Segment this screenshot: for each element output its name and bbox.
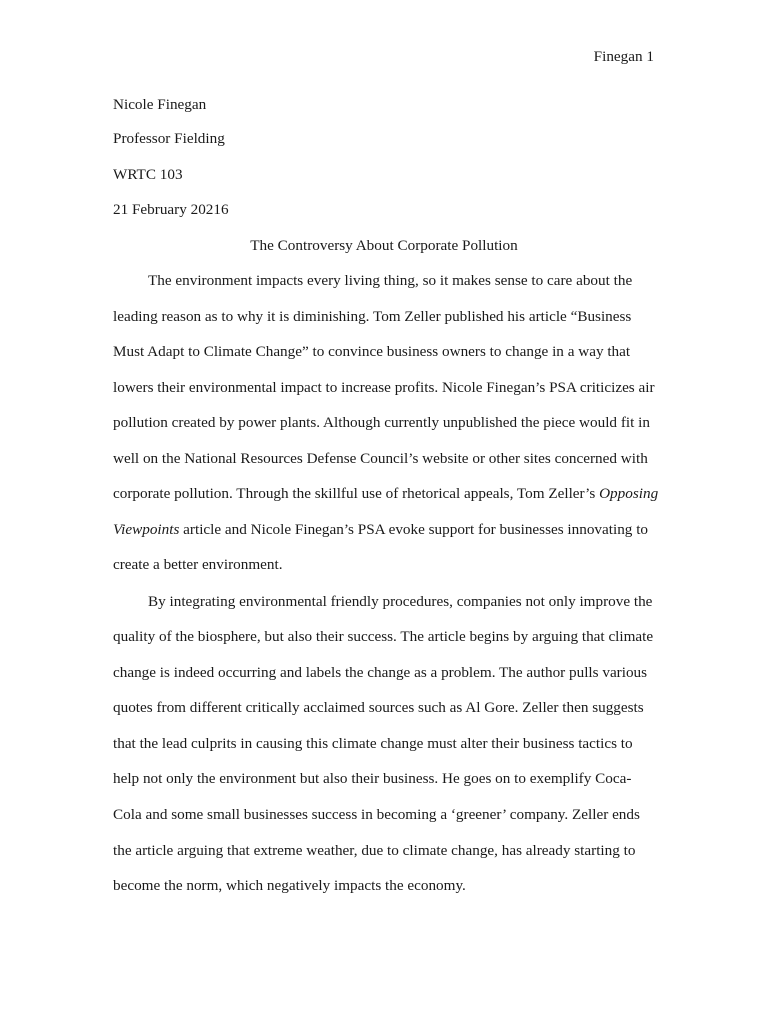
author-name: Nicole Finegan: [113, 96, 207, 113]
essay-date: 21 February 20216: [113, 201, 229, 218]
source-title-italic: Viewpoints: [113, 521, 180, 538]
paragraph-line: quotes from different critically acclaimed sources such as Al Gore. Zeller then suggests: [113, 699, 644, 716]
paragraph-line: leading reason as to why it is diminishing. Tom Zeller published his article “Business: [113, 308, 632, 325]
paragraph-line: lowers their environmental impact to increase profits. Nicole Finegan’s PSA criticizes air: [113, 379, 655, 396]
paragraph-line: well on the National Resources Defense Council’s website or other sites concerned with: [113, 450, 648, 467]
paragraph-line: the article arguing that extreme weather, due to climate change, has already starting to: [113, 842, 636, 859]
paragraph-line: Cola and some small businesses success in becoming a ‘greener’ company. Zeller ends: [113, 806, 640, 823]
professor-name: Professor Fielding: [113, 130, 225, 147]
paragraph-line: By integrating environmental friendly procedures, companies not only improve the: [148, 593, 653, 610]
paragraph-line: create a better environment.: [113, 556, 283, 573]
paragraph-line: pollution created by power plants. Although currently unpublished the piece would fit in: [113, 414, 650, 431]
paragraph-line: The environment impacts every living thing, so it makes sense to care about the: [148, 272, 633, 289]
course-name: WRTC 103: [113, 166, 183, 183]
essay-title: The Controversy About Corporate Pollution: [250, 237, 518, 254]
paragraph-line: quality of the biosphere, but also their success. The article begins by arguing that climate: [113, 628, 654, 645]
paragraph-line: become the norm, which negatively impacts the economy.: [113, 877, 466, 894]
running-head: Finegan 1: [593, 48, 654, 65]
paragraph-line: help not only the environment but also their business. He goes on to exemplify Coca-: [113, 770, 632, 787]
line-text: corporate pollution. Through the skillful use of rhetorical appeals, Tom Zeller’s: [113, 485, 600, 502]
line-text: article and Nicole Finegan’s PSA evoke support for businesses innovating to: [179, 521, 649, 538]
paragraph-line: change is indeed occurring and labels the change as a problem. The author pulls various: [113, 664, 648, 681]
paragraph-line: that the lead culprits in causing this climate change must alter their business tactics to: [113, 735, 633, 752]
paragraph-line: [113, 484, 658, 504]
paragraph-line: Must Adapt to Climate Change” to convince business owners to change in a way that: [113, 343, 631, 360]
source-title-italic: Opposing: [599, 485, 659, 502]
paragraph-line: [113, 520, 648, 540]
